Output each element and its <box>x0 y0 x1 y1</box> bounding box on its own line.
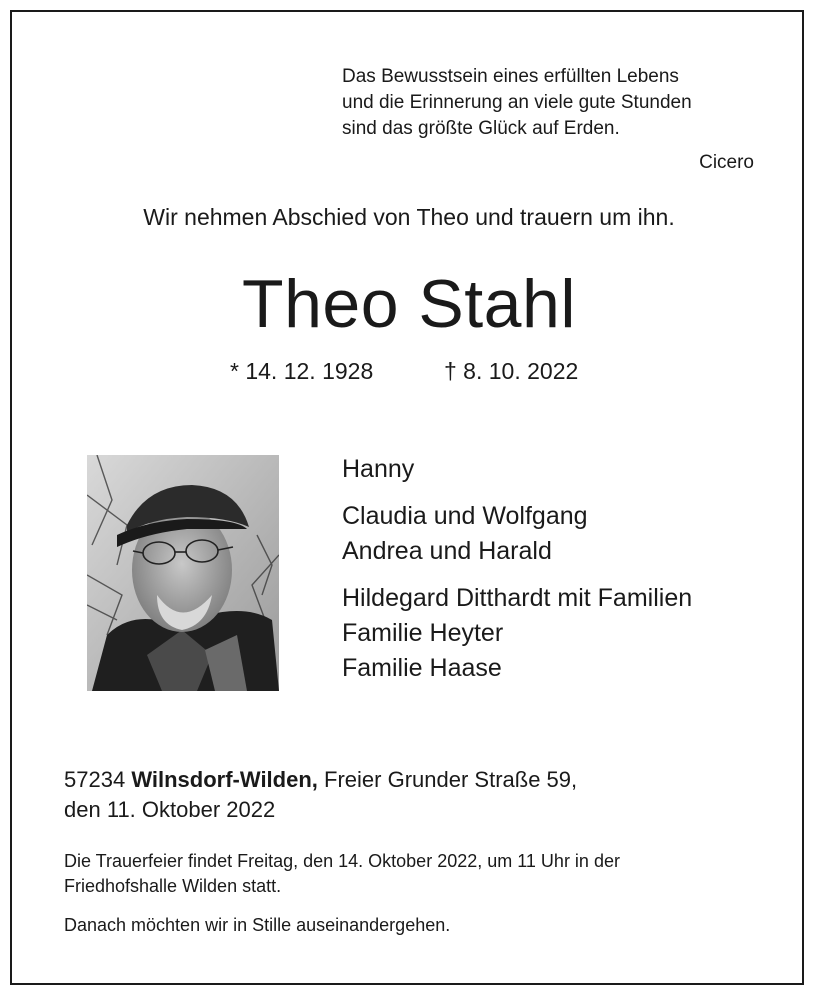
quote-block <box>342 64 692 142</box>
date-prefix: den <box>64 797 101 822</box>
mourner: Familie Haase <box>342 654 502 682</box>
obituary-frame <box>10 10 804 985</box>
quote-author: Cicero <box>699 152 754 173</box>
town: Wilnsdorf-Wilden, <box>131 767 318 792</box>
mourner: Hanny <box>342 455 415 483</box>
closing-text: Danach möchten wir in Stille auseinandergehen. <box>64 915 451 935</box>
service-line: Friedhofshalle Wilden statt. <box>64 876 282 896</box>
address-block <box>64 765 577 825</box>
quote-line: und die Erinnerung an viele gute Stunden <box>342 92 692 113</box>
street: Freier Grunder Straße 59, <box>324 767 578 792</box>
intro-text: Wir nehmen Abschied von Theo und trauern um ihn. <box>143 204 675 230</box>
service-line: Die Trauerfeier findet Freitag, den 14. Oktober 2022, um 11 Uhr in der <box>64 851 620 871</box>
quote-line: sind das größte Glück auf Erden. <box>342 118 620 139</box>
mourner: Familie Heyter <box>342 619 504 647</box>
portrait-photo <box>87 455 279 691</box>
mourner: Hildegard Ditthardt mit Familien <box>342 584 693 612</box>
date-line <box>64 795 577 825</box>
address-line <box>64 765 577 795</box>
death-date: † 8. 10. 2022 <box>444 358 579 384</box>
postcode: 57234 <box>64 767 126 792</box>
date-rest: Oktober 2022 <box>141 797 276 822</box>
deceased-name: Theo Stahl <box>242 266 576 342</box>
birth-date: * 14. 12. 1928 <box>230 358 374 384</box>
quote-line: Das Bewusstsein eines erfüllten Lebens <box>342 66 679 87</box>
service-info <box>64 849 620 899</box>
mourners-list <box>342 452 692 686</box>
group-spacer <box>342 487 692 499</box>
group-spacer <box>342 569 692 581</box>
mourner: Andrea und Harald <box>342 537 552 565</box>
mourner: Claudia und Wolfgang <box>342 502 588 530</box>
date-day: 11. <box>106 797 136 822</box>
